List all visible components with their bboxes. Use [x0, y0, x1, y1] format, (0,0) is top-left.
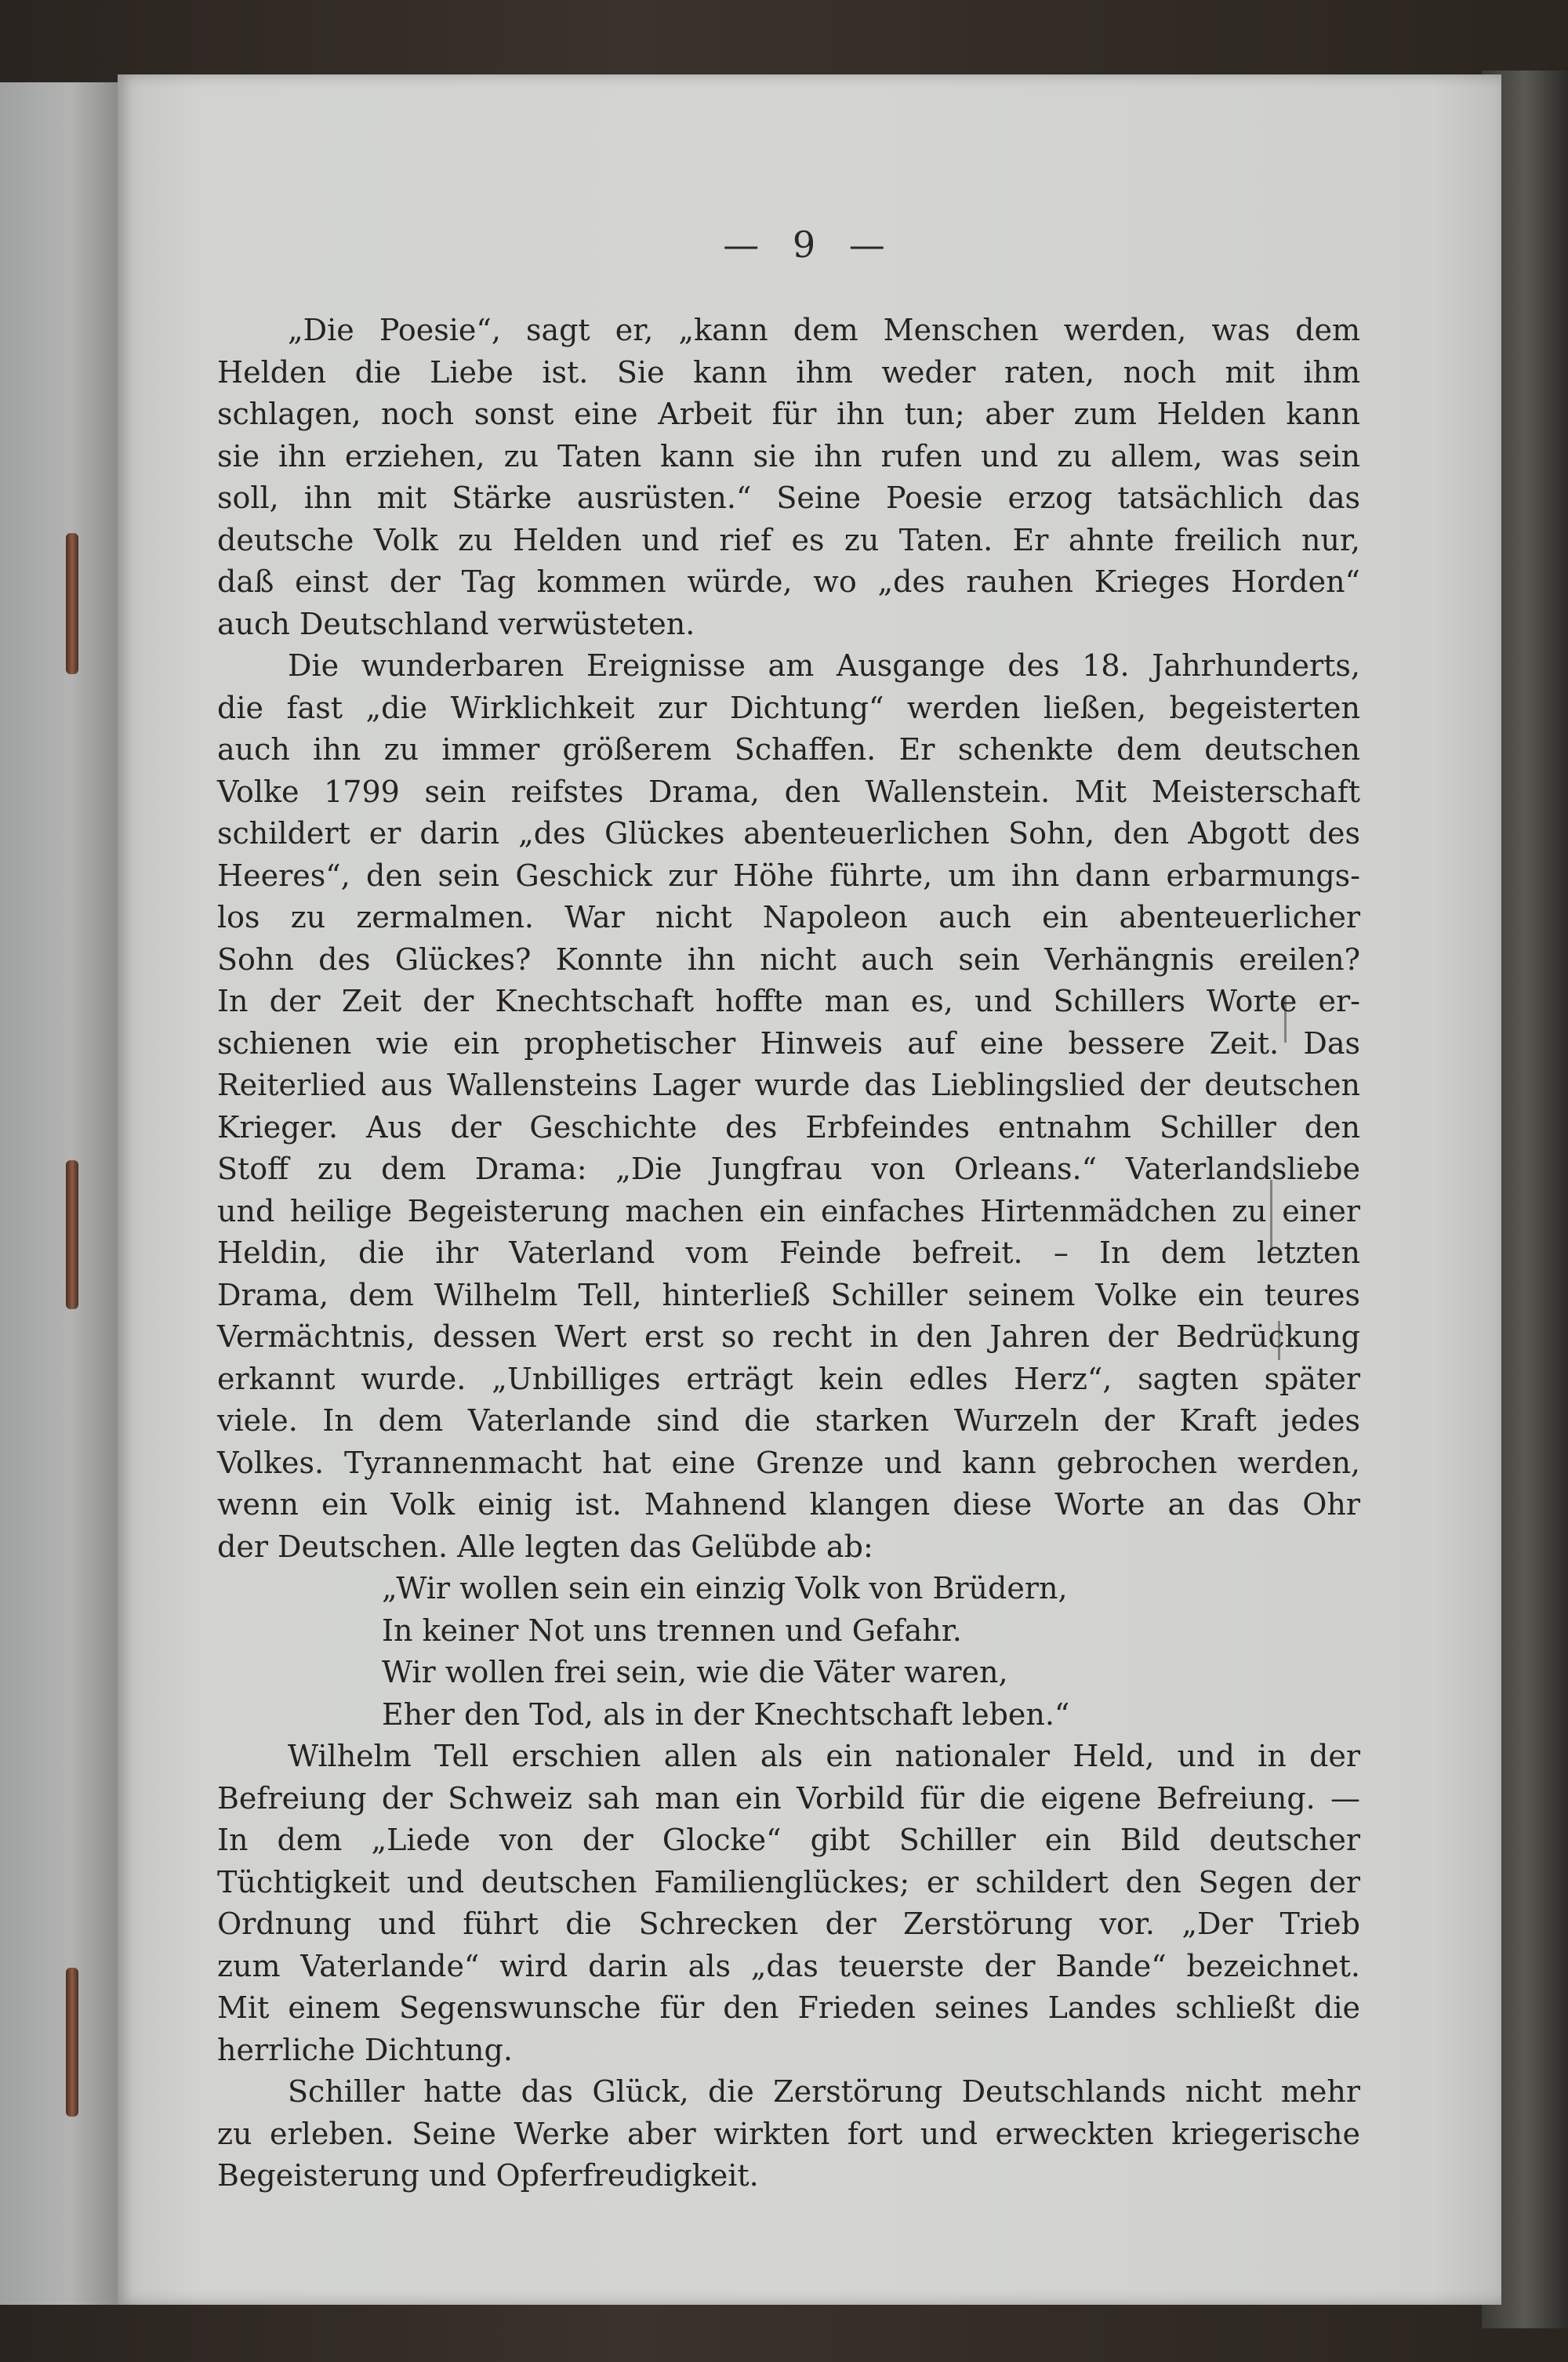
- paragraph: [217, 645, 1360, 1568]
- text-line: Reiterlied aus Wallensteins Lager wurde das Lieblingslied der deutschen: [217, 1068, 1360, 1102]
- text-line: erkannt wurde. „Unbilliges erträgt kein edles Herz“, sagten später: [217, 1361, 1360, 1396]
- verse-line: „Wir wollen sein ein einzig Volk von Brüdern,: [382, 1571, 1068, 1606]
- text-line: Sohn des Glückes? Konnte ihn nicht auch sein Verhängnis ereilen?: [217, 942, 1360, 977]
- binding-cord: [66, 1968, 78, 2117]
- text-line: die fast „die Wirklichkeit zur Dichtung“ werden ließen, begeisterten: [217, 690, 1360, 725]
- text-line: Vermächtnis, dessen Wert erst so recht in den Jahren der Bedrückung: [217, 1319, 1360, 1354]
- paragraph: [217, 2071, 1360, 2197]
- text-line: wenn ein Volk einig ist. Mahnend klangen diese Worte an das Ohr: [217, 1487, 1360, 1522]
- text-line: In der Zeit der Knechtschaft hoffte man es, und Schillers Worte er-: [217, 984, 1360, 1018]
- text-line: Stoff zu dem Drama: „Die Jungfrau von Orleans.“ Vaterlandsliebe: [217, 1152, 1360, 1186]
- text-line: Helden die Liebe ist. Sie kann ihm weder raten, noch mit ihm: [217, 354, 1360, 390]
- verse-quote: [217, 1568, 1360, 1736]
- text-line: Drama, dem Wilhelm Tell, hinterließ Schiller seinem Volke ein teures: [217, 1277, 1360, 1312]
- text-line: Krieger. Aus der Geschichte des Erbfeindes entnahm Schiller den: [217, 1109, 1360, 1145]
- previous-page-edge: [0, 82, 121, 2305]
- text-line: zum Vaterlande“ wird darin als „das teuerste der Bande“ bezeichnet.: [217, 1948, 1360, 1983]
- text-line: schildert er darin „des Glückes abenteuerlichen Sohn, den Abgott des: [217, 816, 1360, 851]
- text-line: Die wunderbaren Ereignisse am Ausgange des 18. Jahrhunderts,: [288, 648, 1360, 683]
- paragraph-group-after: [217, 1736, 1360, 2197]
- text-line: Wilhelm Tell erschien allen als ein nationaler Held, und in der: [288, 1739, 1360, 1773]
- text-line: auch Deutschland verwüsteten.: [217, 606, 695, 641]
- text-line: In dem „Liede von der Glocke“ gibt Schiller ein Bild deutscher: [217, 1823, 1360, 1857]
- text-line: los zu zermalmen. War nicht Napoleon auch ein abenteuerlicher: [217, 900, 1360, 934]
- text-line: deutsche Volk zu Helden und rief es zu Taten. Er ahnte freilich nur,: [217, 522, 1360, 557]
- text-line: daß einst der Tag kommen würde, wo „des rauhen Krieges Horden“: [217, 564, 1360, 599]
- text-line: sie ihn erziehen, zu Taten kann sie ihn rufen und zu allem, was sein: [217, 438, 1360, 473]
- text-line: Volke 1799 sein reifstes Drama, den Wallenstein. Mit Meisterschaft: [217, 774, 1360, 809]
- text-line: „Die Poesie“, sagt er, „kann dem Menschen werden, was dem: [288, 313, 1360, 347]
- text-line: der Deutschen. Alle legten das Gelübde ab:: [217, 1529, 873, 1564]
- body-text: [217, 310, 1360, 2197]
- text-line: viele. In dem Vaterlande sind die starken Wurzeln der Kraft jedes: [217, 1403, 1360, 1438]
- text-line: Mit einem Segenswunsche für den Frieden seines Landes schließt die: [217, 1990, 1360, 2025]
- text-line: schlagen, noch sonst eine Arbeit für ihn tun; aber zum Helden kann: [217, 397, 1360, 431]
- page-number: — 9 —: [723, 223, 896, 266]
- text-line: soll, ihn mit Stärke ausrüsten.“ Seine Poesie erzog tatsächlich das: [217, 481, 1360, 515]
- verse-line: Eher den Tod, als in der Knechtschaft leben.“: [382, 1696, 1070, 1732]
- text-line: zu erleben. Seine Werke aber wirkten fort und erweckten kriegerische: [217, 2116, 1360, 2151]
- text-line: Volkes. Tyrannenmacht hat eine Grenze und kann gebrochen werden,: [217, 1445, 1360, 1480]
- text-line: Ordnung und führt die Schrecken der Zerstörung vor. „Der Trieb: [217, 1907, 1360, 1941]
- text-line: Heldin, die ihr Vaterland vom Feinde befreit. – In dem letzten: [217, 1235, 1360, 1270]
- verse-line: Wir wollen frei sein, wie die Väter waren,: [382, 1655, 1008, 1689]
- book-page: [118, 74, 1501, 2305]
- paragraph-group-before: [217, 310, 1360, 1568]
- text-line: Begeisterung und Opferfreudigkeit.: [217, 2158, 759, 2193]
- paragraph: [217, 1736, 1360, 2071]
- text-line: herrliche Dichtung.: [217, 2032, 513, 2067]
- text-line: Tüchtigkeit und deutschen Familienglückes; er schildert den Segen der: [217, 1864, 1360, 1899]
- text-line: Schiller hatte das Glück, die Zerstörung Deutschlands nicht mehr: [288, 2074, 1360, 2109]
- text-line: schienen wie ein prophetischer Hinweis auf eine bessere Zeit. Das: [217, 1025, 1360, 1061]
- verse-line: In keiner Not uns trennen und Gefahr.: [382, 1613, 962, 1648]
- text-line: und heilige Begeisterung machen ein einfaches Hirtenmädchen zu einer: [217, 1193, 1360, 1228]
- binding-cord: [66, 533, 78, 674]
- text-line: Befreiung der Schweiz sah man ein Vorbild für die eigene Befreiung. —: [217, 1780, 1360, 1816]
- paragraph: [217, 310, 1360, 645]
- binding-cord: [66, 1160, 78, 1309]
- text-line: Heeres“, den sein Geschick zur Höhe führte, um ihn dann erbarmungs-: [217, 858, 1360, 893]
- text-line: auch ihn zu immer größerem Schaffen. Er schenkte dem deutschen: [217, 732, 1360, 767]
